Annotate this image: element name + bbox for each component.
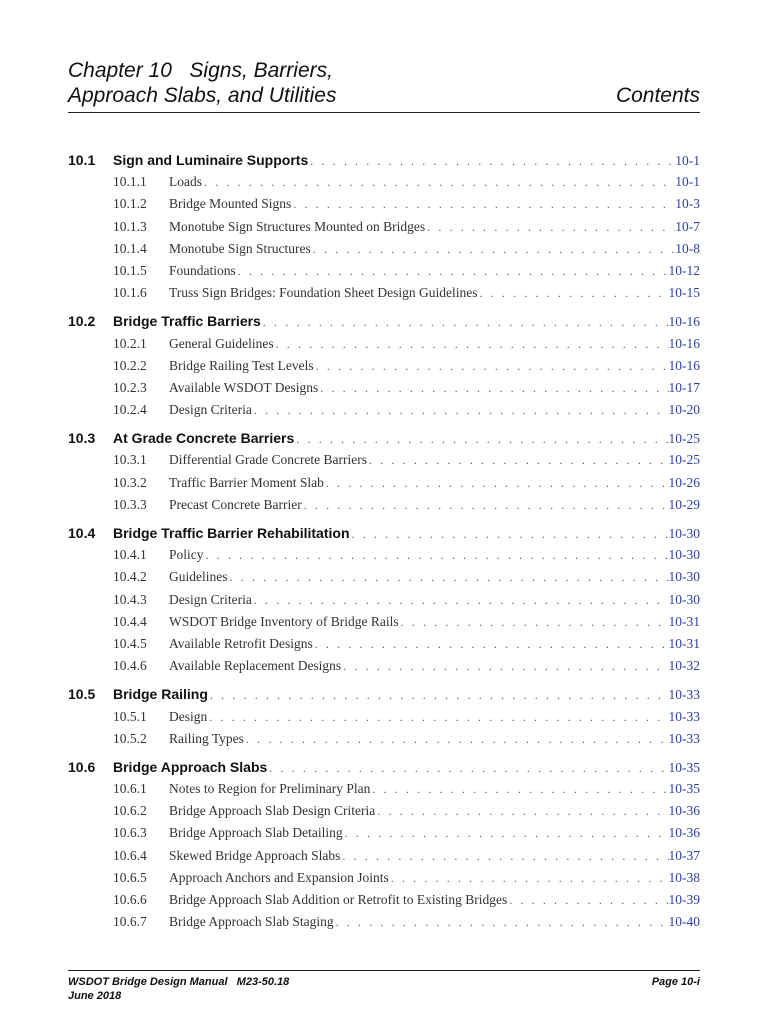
toc-title: Bridge Railing <box>113 686 208 703</box>
toc-title: Bridge Traffic Barrier Rehabilitation <box>113 525 350 541</box>
footer-divider <box>68 970 700 971</box>
toc-subsection-row[interactable] <box>68 845 700 867</box>
toc-subsection-row[interactable] <box>68 355 700 377</box>
dot-leader <box>274 333 669 355</box>
toc-page-link[interactable]: 10-30 <box>668 591 700 607</box>
toc-title: General Guidelines <box>169 335 274 351</box>
toc-page-link[interactable]: 10-29 <box>668 496 700 512</box>
toc-title: Skewed Bridge Approach Slabs <box>169 847 341 863</box>
dot-leader <box>343 822 669 844</box>
toc-number: 10.1.2 <box>113 196 147 212</box>
toc-page-link[interactable]: 10-16 <box>668 335 700 351</box>
chapter-title-line2 <box>68 83 700 108</box>
toc-number: 10.2.3 <box>113 379 147 395</box>
toc-title: Design Criteria <box>169 402 252 418</box>
toc-section <box>68 756 700 934</box>
toc-number: 10.3.2 <box>113 474 147 490</box>
toc-page-link[interactable]: 10-8 <box>675 240 700 256</box>
dot-leader <box>308 150 675 171</box>
toc-number: 10.6.3 <box>113 825 147 841</box>
toc-subsection-row[interactable] <box>68 778 700 800</box>
toc-subsection-row[interactable] <box>68 171 700 193</box>
toc-number: 10.1.6 <box>113 285 147 301</box>
toc-number: 10.1.5 <box>113 262 147 278</box>
toc-number: 10.4.6 <box>113 658 147 674</box>
toc-subsection-row[interactable] <box>68 238 700 260</box>
toc-title: Bridge Traffic Barriers <box>113 313 261 330</box>
toc-subsection-row[interactable] <box>68 449 700 471</box>
toc-number: 10.4.3 <box>113 591 147 607</box>
toc-page-link[interactable]: 10-36 <box>668 803 700 819</box>
toc-number: 10.4.5 <box>113 635 147 651</box>
toc-number: 10.6.2 <box>113 803 147 819</box>
toc-page-link[interactable]: 10-20 <box>668 402 700 418</box>
dot-leader <box>341 655 668 677</box>
toc-section-heading[interactable] <box>68 522 700 544</box>
dot-leader <box>507 889 668 911</box>
toc-subsection-row[interactable] <box>68 282 700 304</box>
chapter-title-line1 <box>68 58 700 83</box>
toc-section-heading[interactable] <box>68 683 700 705</box>
toc-number: 10.3.1 <box>113 452 147 468</box>
toc-page-link[interactable]: 10-1 <box>675 174 700 190</box>
toc-subsection-row[interactable] <box>68 611 700 633</box>
dot-leader <box>313 633 669 655</box>
dot-leader <box>252 399 669 421</box>
toc-number: 10.2.4 <box>113 402 147 418</box>
toc-number: 10.1.4 <box>113 240 147 256</box>
toc-title: Bridge Approach Slab Detailing <box>169 825 343 841</box>
dot-leader <box>236 260 669 282</box>
toc-section <box>68 522 700 677</box>
toc-number: 10.6.4 <box>113 847 147 863</box>
toc-number: 10.4 <box>68 525 96 541</box>
toc-title: Design <box>169 708 208 724</box>
toc-subsection-row[interactable] <box>68 566 700 588</box>
toc-page-link[interactable]: 10-16 <box>668 357 700 373</box>
toc-section-heading[interactable] <box>68 756 700 778</box>
dot-leader <box>207 706 668 728</box>
toc-page-link[interactable]: 10-1 <box>675 153 700 168</box>
toc-title: Railing Types <box>169 730 244 746</box>
toc-subsection-row[interactable] <box>68 377 700 399</box>
toc-section <box>68 310 700 421</box>
toc-title: Loads <box>169 174 202 190</box>
dot-leader <box>204 544 669 566</box>
toc-title: Differential Grade Concrete Barriers <box>169 452 368 468</box>
chapter-title-part1: Signs, Barriers, <box>189 59 333 82</box>
toc-subsection-row[interactable] <box>68 655 700 677</box>
toc-page-link[interactable]: 10-17 <box>668 379 700 395</box>
toc-page-link[interactable]: 10-31 <box>668 613 700 629</box>
toc-title: Bridge Approach Slab Design Criteria <box>169 803 376 819</box>
dot-leader <box>202 171 675 193</box>
toc-section-heading[interactable] <box>68 427 700 449</box>
toc-page-link[interactable]: 10-26 <box>668 474 700 490</box>
table-of-contents <box>68 149 700 939</box>
toc-page-link[interactable]: 10-35 <box>668 759 700 775</box>
chapter-header <box>68 58 700 108</box>
dot-leader <box>302 494 669 516</box>
toc-number: 10.6.1 <box>113 781 147 797</box>
toc-subsection-row[interactable] <box>68 633 700 655</box>
dot-leader <box>375 800 668 822</box>
dot-leader <box>291 193 675 215</box>
toc-number: 10.6.6 <box>113 892 147 907</box>
toc-subsection-row[interactable] <box>68 822 700 844</box>
toc-subsection-row[interactable] <box>68 800 700 822</box>
dot-leader <box>208 684 669 705</box>
toc-number: 10.6.7 <box>113 914 147 930</box>
toc-title: Guidelines <box>169 569 228 585</box>
toc-title: Bridge Approach Slabs <box>113 758 268 775</box>
toc-title: Monotube Sign Structures <box>169 240 311 256</box>
dot-leader <box>399 611 669 633</box>
toc-page-link[interactable]: 10-16 <box>668 314 700 330</box>
toc-subsection-row[interactable] <box>68 728 700 750</box>
toc-number: 10.1.1 <box>113 174 147 190</box>
toc-title: Bridge Mounted Signs <box>169 196 292 212</box>
toc-number: 10.1.3 <box>113 218 147 234</box>
toc-number: 10.6.5 <box>113 869 147 885</box>
toc-number: 10.4.4 <box>113 613 147 629</box>
toc-subsection-row[interactable] <box>68 889 700 911</box>
dot-leader <box>334 911 669 933</box>
toc-number: 10.3 <box>68 430 96 447</box>
toc-title: Precast Concrete Barrier <box>169 496 302 512</box>
toc-number: 10.4.1 <box>113 547 147 563</box>
toc-title: Available WSDOT Designs <box>169 379 319 395</box>
chapter-number: Chapter 10 <box>68 59 172 82</box>
toc-title: Bridge Railing Test Levels <box>169 357 314 373</box>
toc-page-link[interactable]: 10-31 <box>668 635 700 651</box>
toc-page-link[interactable]: 10-35 <box>668 781 700 797</box>
toc-page-link[interactable]: 10-33 <box>668 708 700 724</box>
toc-title: Policy <box>169 547 204 563</box>
toc-page-link[interactable]: 10-3 <box>675 196 700 212</box>
publication-date: June 2018 <box>68 990 122 1002</box>
toc-title: Bridge Approach Slab Staging <box>169 914 334 930</box>
toc-title: Sign and Luminaire Supports <box>113 152 309 168</box>
manual-title: WSDOT Bridge Design Manual M23-50.18 <box>68 976 290 988</box>
footer-page-number: Page 10-i <box>651 976 700 988</box>
dot-leader <box>340 845 668 867</box>
dot-leader <box>478 282 669 304</box>
toc-subsection-row[interactable] <box>68 260 700 282</box>
toc-page-link[interactable]: 10-7 <box>675 218 700 234</box>
toc-page-link[interactable]: 10-37 <box>668 847 700 863</box>
page-footer <box>68 975 700 1003</box>
toc-title: Approach Anchors and Expansion Joints <box>169 869 389 885</box>
header-divider <box>68 112 700 113</box>
toc-page-link[interactable]: 10-33 <box>668 687 700 703</box>
toc-title: Foundations <box>169 262 236 278</box>
toc-subsection-row[interactable] <box>68 706 700 728</box>
toc-section <box>68 149 700 304</box>
toc-title: Truss Sign Bridges: Foundation Sheet Design Guidelines <box>169 285 478 301</box>
toc-title: WSDOT Bridge Inventory of Bridge Rails <box>169 613 399 629</box>
toc-subsection-row[interactable] <box>68 399 700 421</box>
toc-subsection-row[interactable] <box>68 494 700 516</box>
toc-number: 10.4.2 <box>113 569 147 585</box>
dot-leader <box>318 377 668 399</box>
dot-leader <box>367 449 668 471</box>
dot-leader <box>228 566 669 588</box>
toc-number: 10.2 <box>68 313 96 330</box>
toc-section <box>68 683 700 750</box>
toc-number: 10.2.2 <box>113 357 147 373</box>
toc-title: Available Retrofit Designs <box>169 635 313 651</box>
toc-page-link[interactable]: 10-39 <box>668 892 700 907</box>
toc-title: Notes to Region for Preliminary Plan <box>169 781 371 797</box>
toc-subsection-row[interactable] <box>68 911 700 933</box>
toc-page-link[interactable]: 10-30 <box>668 569 700 585</box>
dot-leader <box>294 428 668 449</box>
toc-subsection-row[interactable] <box>68 544 700 566</box>
toc-page-link[interactable]: 10-40 <box>668 914 700 930</box>
dot-leader <box>389 867 669 889</box>
toc-title: Monotube Sign Structures Mounted on Bridges <box>169 218 426 234</box>
dot-leader <box>350 523 669 544</box>
toc-page-link[interactable]: 10-32 <box>668 658 700 674</box>
dot-leader <box>252 589 669 611</box>
toc-title: At Grade Concrete Barriers <box>113 430 295 447</box>
dot-leader <box>261 311 669 332</box>
toc-page-link[interactable]: 10-33 <box>668 730 700 746</box>
toc-section-heading[interactable] <box>68 310 700 332</box>
toc-number: 10.1 <box>68 152 96 168</box>
toc-page-link[interactable]: 10-30 <box>668 547 700 563</box>
toc-subsection-row[interactable] <box>68 867 700 889</box>
contents-label: Contents <box>615 84 700 107</box>
toc-page-link[interactable]: 10-12 <box>668 262 700 278</box>
toc-subsection-row[interactable] <box>68 193 700 215</box>
toc-subsection-row[interactable] <box>68 216 700 238</box>
toc-number: 10.5.2 <box>113 730 147 746</box>
dot-leader <box>311 238 676 260</box>
dot-leader <box>425 216 675 238</box>
dot-leader <box>267 757 668 778</box>
toc-section <box>68 427 700 516</box>
dot-leader <box>314 355 669 377</box>
toc-page-link[interactable]: 10-38 <box>668 869 700 885</box>
toc-title: Design Criteria <box>169 591 252 607</box>
toc-page-link[interactable]: 10-25 <box>668 452 700 468</box>
toc-number: 10.5.1 <box>113 708 147 724</box>
toc-page-link[interactable]: 10-25 <box>668 431 700 447</box>
toc-title: Available Replacement Designs <box>169 658 342 674</box>
toc-subsection-row[interactable] <box>68 589 700 611</box>
toc-page-link[interactable]: 10-30 <box>668 526 700 541</box>
toc-title: Bridge Approach Slab Addition or Retrofit to Existing Bridges <box>169 892 508 907</box>
dot-leader <box>370 778 668 800</box>
toc-subsection-row[interactable] <box>68 333 700 355</box>
toc-section-heading[interactable] <box>68 149 700 171</box>
toc-number: 10.6 <box>68 758 96 775</box>
toc-number: 10.3.3 <box>113 496 147 512</box>
chapter-title-part2: Approach Slabs, and Utilities <box>68 84 337 107</box>
dot-leader <box>244 728 669 750</box>
toc-number: 10.5 <box>68 686 96 703</box>
toc-title: Traffic Barrier Moment Slab <box>169 474 324 490</box>
toc-page-link[interactable]: 10-36 <box>668 825 700 841</box>
toc-page-link[interactable]: 10-15 <box>668 285 700 301</box>
toc-subsection-row[interactable] <box>68 472 700 494</box>
toc-number: 10.2.1 <box>113 335 147 351</box>
dot-leader <box>324 472 669 494</box>
